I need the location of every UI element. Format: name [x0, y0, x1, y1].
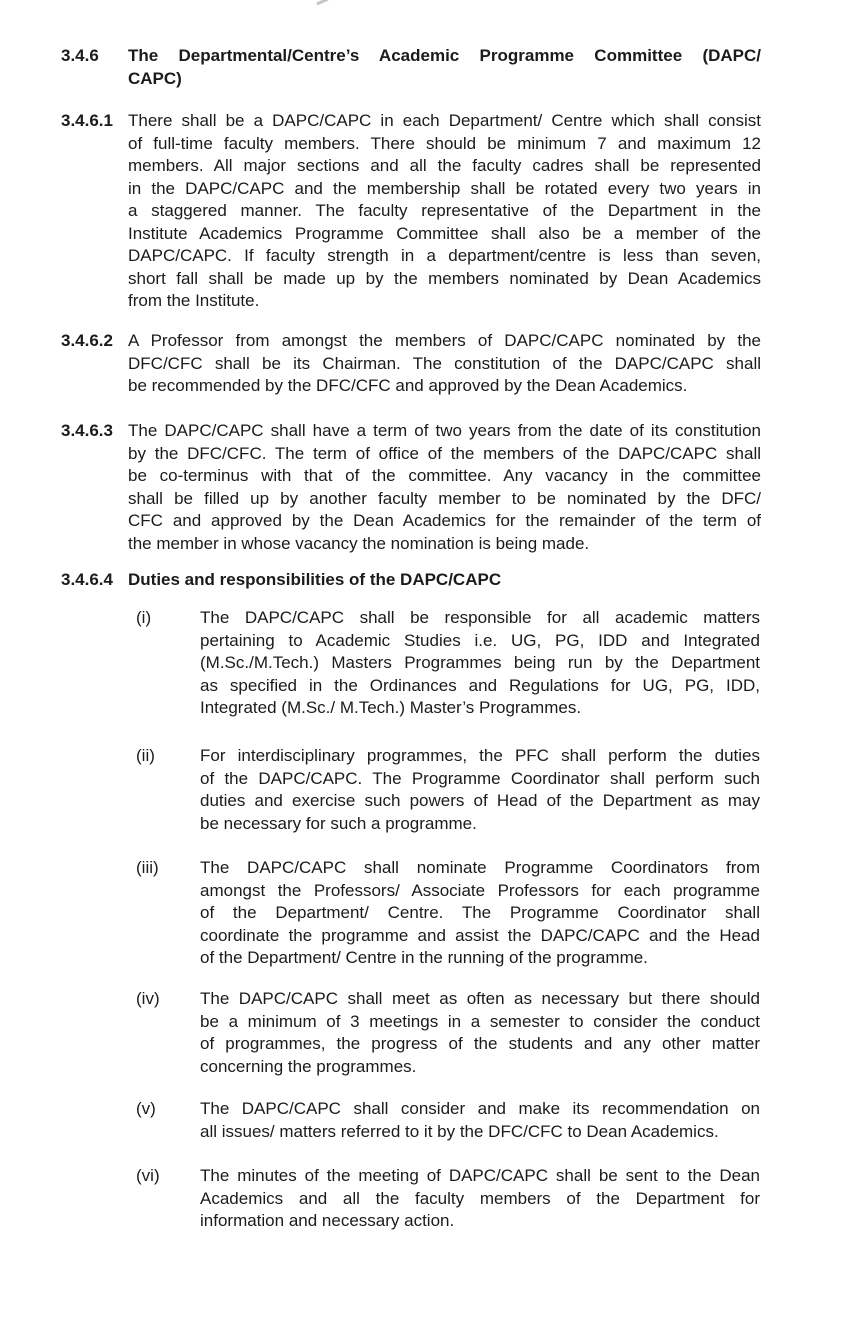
clause-3-4-6-3 — [61, 420, 761, 555]
text-line: The DAPC/CAPC shall have a term of two years from the date of its constitution — [128, 421, 761, 440]
clause-text — [128, 420, 761, 555]
text-line: Institute Academics Programme Committee shall also be a member of the — [128, 223, 761, 243]
text-line: information and necessary action. — [200, 1211, 455, 1230]
text-line: be recommended by the DFC/CFC and approved by the Dean Academics. — [128, 376, 688, 395]
list-item-text — [200, 988, 760, 1078]
clause-text — [128, 110, 761, 313]
text-line: of the Department/ Centre. The Programme Coordinator shall — [200, 903, 760, 922]
subheading-text — [128, 569, 761, 592]
text-line: coordinate the programme and assist the DAPC/CAPC and the Head — [200, 925, 760, 945]
text-line: CFC and approved by the Dean Academics for the remainder of the term of — [128, 511, 761, 530]
list-item-iv — [136, 988, 760, 1078]
text-line: in the DAPC/CAPC and the membership shall be rotated every two years in — [128, 178, 761, 198]
list-item-ii — [136, 745, 760, 835]
text-line: members. All major sections and all the faculty cadres shall be represented — [128, 156, 761, 175]
text-line: Academics and all the faculty members of the Department for — [200, 1188, 760, 1208]
list-item-v — [136, 1098, 760, 1143]
list-item-label: (v) — [136, 1099, 156, 1118]
text-line: all issues/ matters referred to it by the DFC/CFC to Dean Academics. — [200, 1121, 719, 1141]
text-line: amongst the Professors/ Associate Professors for each programme — [200, 880, 760, 900]
section-heading-text — [128, 44, 761, 90]
text-line: the member in whose vacancy the nomination is being made. — [128, 533, 590, 553]
list-item-label: (i) — [136, 608, 152, 627]
text-line: concerning the programmes. — [200, 1056, 417, 1076]
text-line: (M.Sc./M.Tech.) Masters Programmes being run by the Department — [200, 653, 760, 672]
text-line: CAPC) — [128, 69, 182, 88]
text-line: Duties and responsibilities of the DAPC/CAPC — [128, 570, 502, 589]
text-line: shall be filled up by another faculty member to be nominated by the DFC/ — [128, 488, 761, 508]
clause-number: 3.4.6.1 — [61, 111, 113, 130]
list-item-text — [200, 857, 760, 970]
text-line: The DAPC/CAPC shall nominate Programme Coordinators from — [200, 858, 760, 877]
clause-text — [128, 330, 761, 398]
list-item-label: (ii) — [136, 746, 155, 765]
text-line: For interdisciplinary programmes, the PFC shall perform the duties — [200, 746, 760, 765]
text-line: of full-time faculty members. There should be minimum 7 and maximum 12 — [128, 133, 761, 153]
text-line: The DAPC/CAPC shall be responsible for all academic matters — [200, 608, 760, 627]
text-line: The minutes of the meeting of DAPC/CAPC shall be sent to the Dean — [200, 1166, 760, 1185]
clause-number: 3.4.6.2 — [61, 331, 113, 350]
text-line: The DAPC/CAPC shall consider and make its recommendation on — [200, 1099, 760, 1118]
text-line: of the Department/ Centre in the running of the programme. — [200, 948, 648, 967]
list-item-text — [200, 607, 760, 720]
clause-3-4-6-1 — [61, 110, 761, 313]
text-line: a staggered manner. The faculty representative of the Department in the — [128, 201, 761, 220]
section-heading-3-4-6 — [61, 44, 761, 90]
text-line: short fall shall be made up by the members nominated by Dean Academics — [128, 268, 761, 288]
text-line: of the DAPC/CAPC. The Programme Coordinator shall perform such — [200, 768, 760, 788]
clause-number: 3.4.6.3 — [61, 421, 113, 440]
text-line: DAPC/CAPC. If faculty strength in a department/centre is less than seven, — [128, 246, 761, 265]
text-line: be co-terminus with that of the committee. Any vacancy in the committee — [128, 466, 761, 485]
list-item-label: (vi) — [136, 1166, 160, 1185]
text-line: duties and exercise such powers of Head of the Department as may — [200, 791, 760, 810]
clause-number: 3.4.6.4 — [61, 570, 113, 589]
text-line: Integrated (M.Sc./ M.Tech.) Master’s Programmes. — [200, 698, 582, 717]
text-line: be necessary for such a programme. — [200, 813, 477, 833]
list-item-iii — [136, 857, 760, 970]
list-item-text — [200, 1165, 760, 1233]
text-line: from the Institute. — [128, 291, 260, 310]
text-line: as specified in the Ordinances and Regulations for UG, PG, IDD, — [200, 675, 760, 695]
list-item-text — [200, 745, 760, 835]
text-line: The DAPC/CAPC shall meet as often as necessary but there should — [200, 989, 760, 1008]
text-line: of programmes, the progress of the students and any other matter — [200, 1034, 760, 1053]
clause-3-4-6-2 — [61, 330, 761, 398]
text-line: There shall be a DAPC/CAPC in each Department/ Centre which shall consist — [128, 111, 761, 130]
text-line: pertaining to Academic Studies i.e. UG, PG, IDD and Integrated — [200, 630, 760, 650]
list-item-i — [136, 607, 760, 720]
section-number: 3.4.6 — [61, 46, 99, 65]
list-item-text — [200, 1098, 760, 1143]
list-item-label: (iii) — [136, 858, 159, 877]
list-item-label: (iv) — [136, 989, 160, 1008]
stray-mark — [316, 0, 329, 6]
text-line: The Departmental/Centre’s Academic Programme Committee (DAPC/ — [128, 46, 761, 65]
text-line: DFC/CFC shall be its Chairman. The constitution of the DAPC/CAPC shall — [128, 353, 761, 373]
text-line: be a minimum of 3 meetings in a semester to consider the conduct — [200, 1011, 760, 1031]
text-line: by the DFC/CFC. The term of office of the members of the DAPC/CAPC shall — [128, 443, 761, 463]
clause-3-4-6-4-heading — [61, 569, 761, 592]
list-item-vi — [136, 1165, 760, 1233]
text-line: A Professor from amongst the members of DAPC/CAPC nominated by the — [128, 331, 761, 350]
